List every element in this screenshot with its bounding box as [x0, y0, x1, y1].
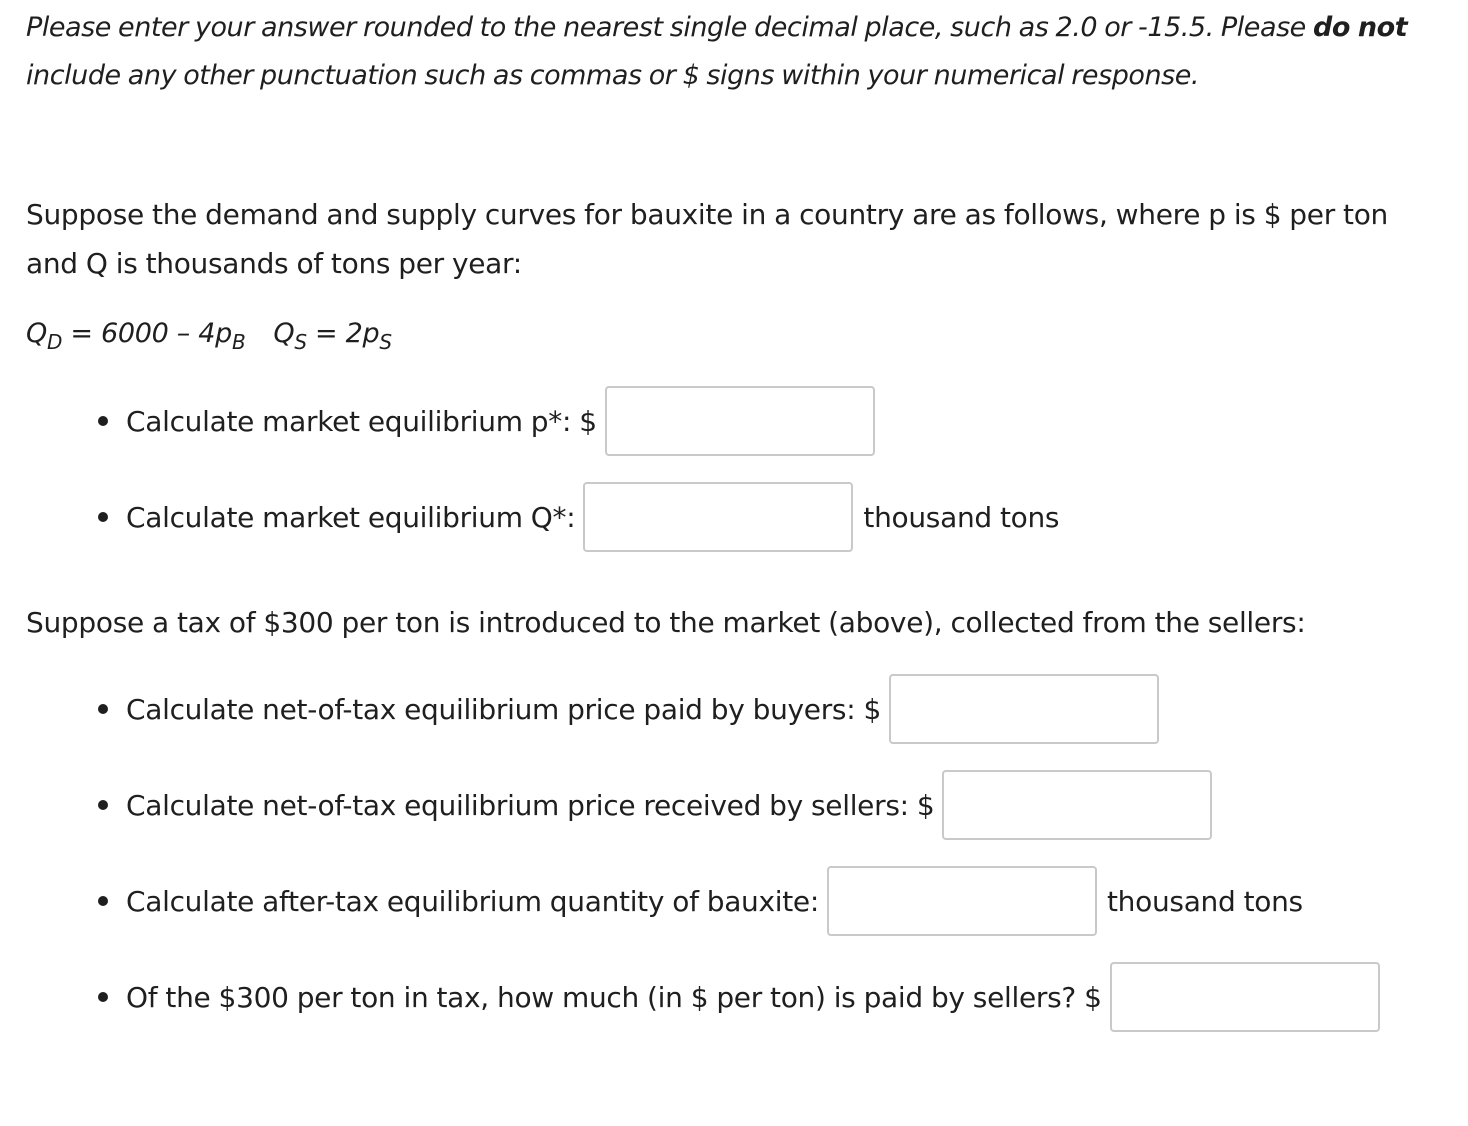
supply-equation — [273, 318, 392, 354]
question-label: Calculate net-of-tax equilibrium price paid by buyers: $ — [126, 692, 881, 726]
question-seller-price — [98, 770, 1212, 840]
buyer-price-input[interactable] — [889, 674, 1159, 744]
demand-equation — [26, 318, 246, 354]
question-label: Of the $300 per ton in tax, how much (in $ per ton) is paid by sellers? $ — [126, 980, 1102, 1014]
demand-rhs: = 6000 – 4p — [62, 318, 232, 349]
supply-demand-equations — [26, 318, 392, 354]
bullet-icon — [98, 896, 108, 906]
after-tax-quantity-input[interactable] — [827, 866, 1097, 936]
question-equilibrium-price — [98, 386, 875, 456]
question-label: Calculate market equilibrium Q*: — [126, 500, 576, 534]
bullet-icon — [98, 704, 108, 714]
seller-tax-share-input[interactable] — [1110, 962, 1380, 1032]
question-seller-tax-share — [98, 962, 1380, 1032]
bullet-icon — [98, 992, 108, 1002]
question-after-tax-quantity — [98, 866, 1303, 936]
instructions-text-b: include any other punctuation such as commas or $ signs within your numerical response. — [26, 60, 1200, 91]
question-label: Calculate after-tax equilibrium quantity of bauxite: — [126, 884, 819, 918]
question-label: Calculate net-of-tax equilibrium price received by sellers: $ — [126, 788, 935, 822]
problem-intro-line-2: and Q is thousands of tons per year: — [26, 247, 522, 280]
equilibrium-quantity-input[interactable] — [583, 482, 853, 552]
question-label: Calculate market equilibrium p*: $ — [126, 404, 597, 438]
problem-intro-line-1: Suppose the demand and supply curves for bauxite in a country are as follows, where p is $ per ton — [26, 198, 1388, 231]
question-buyer-price — [98, 674, 1159, 744]
instructions-text-a: Please enter your answer rounded to the nearest single decimal place, such as 2.0 or -15.5. Please — [26, 12, 1313, 43]
bullet-icon — [98, 512, 108, 522]
supply-lhs-subscript: S — [294, 330, 307, 354]
supply-rhs: = 2p — [306, 318, 380, 349]
demand-rhs-subscript: B — [231, 330, 246, 354]
unit-label: thousand tons — [863, 500, 1060, 534]
answer-instructions — [26, 4, 1441, 100]
demand-lhs: Q — [26, 318, 47, 349]
demand-lhs-subscript: D — [46, 330, 63, 354]
supply-lhs: Q — [273, 318, 295, 349]
bullet-icon — [98, 800, 108, 810]
seller-price-input[interactable] — [942, 770, 1212, 840]
instructions-emphasis: do not — [1312, 12, 1408, 43]
question-equilibrium-quantity — [98, 482, 1059, 552]
unit-label: thousand tons — [1107, 884, 1303, 918]
tax-intro: Suppose a tax of $300 per ton is introduced to the market (above), collected from the sellers: — [26, 606, 1306, 639]
supply-rhs-subscript: S — [379, 330, 392, 354]
equilibrium-price-input[interactable] — [605, 386, 875, 456]
bullet-icon — [98, 416, 108, 426]
